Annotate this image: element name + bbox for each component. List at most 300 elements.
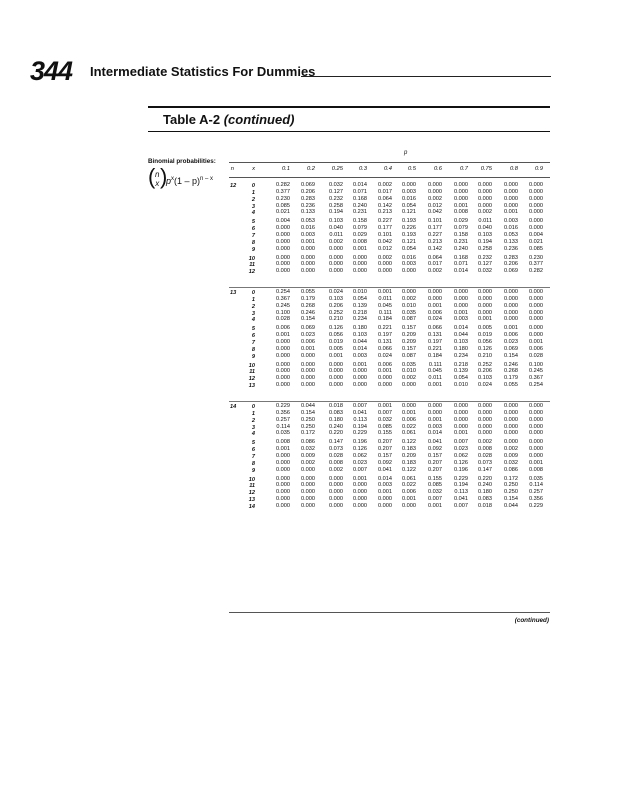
table-cell: 0.000 xyxy=(276,345,290,352)
table-cell: 0.000 xyxy=(353,496,367,503)
table-cell: 0.154 xyxy=(504,352,518,359)
table-cell: 0.000 xyxy=(329,482,343,489)
table-cell: 0.218 xyxy=(353,309,367,316)
table-cell: 0.000 xyxy=(329,268,343,275)
table-cell: 0.092 xyxy=(378,459,392,466)
table-cell: 0.001 xyxy=(353,475,367,482)
table-cell: 0.000 xyxy=(478,295,492,302)
table-cell: 0.001 xyxy=(428,416,442,423)
column-header-6: 0.4 xyxy=(383,166,392,172)
table-cell: 0.035 xyxy=(276,430,290,437)
table-cell: 0.000 xyxy=(402,182,416,188)
table-cell: 0.103 xyxy=(329,218,343,225)
table-cell: 0.000 xyxy=(402,403,416,409)
table-cell: 0.155 xyxy=(378,430,392,437)
table-cell: 0.085 xyxy=(276,202,290,209)
table-cell: 0.183 xyxy=(402,446,416,453)
table-cell: 0.000 xyxy=(353,502,367,509)
table-cell: 0.087 xyxy=(402,316,416,323)
table-cell: 0.000 xyxy=(504,302,518,309)
table-cell: 0.007 xyxy=(454,502,468,509)
row-x-label: 11 xyxy=(249,369,255,376)
table-cell: 0.032 xyxy=(301,446,315,453)
table-cell: 0.252 xyxy=(329,309,343,316)
table-cell: 0.001 xyxy=(402,409,416,416)
table-cell: 0.000 xyxy=(301,375,315,382)
table-cell: 0.002 xyxy=(504,446,518,453)
table-cell: 0.001 xyxy=(378,403,392,409)
table-cell: 0.000 xyxy=(428,188,442,195)
table-cell: 0.003 xyxy=(504,218,518,225)
table-cell: 0.000 xyxy=(378,382,392,389)
table-cell: 0.022 xyxy=(402,482,416,489)
table-cell: 0.061 xyxy=(402,475,416,482)
table-cell: 0.001 xyxy=(504,209,518,216)
table-cell: 0.041 xyxy=(428,439,442,446)
table-cell: 0.227 xyxy=(428,231,442,238)
row-x-label: 4 xyxy=(251,317,255,324)
table-cell: 0.367 xyxy=(276,295,290,302)
block-separator xyxy=(229,401,550,402)
table-cell: 0.000 xyxy=(504,289,518,295)
column-header-0: n xyxy=(230,166,234,172)
table-cell: 0.139 xyxy=(353,302,367,309)
table-cell: 0.000 xyxy=(529,416,543,423)
row-x-label: 10 xyxy=(248,476,255,483)
table-top-rule xyxy=(148,106,550,108)
table-cell: 0.056 xyxy=(329,332,343,339)
table-cell: 0.000 xyxy=(276,338,290,345)
table-cell: 0.268 xyxy=(301,302,315,309)
table-cell: 0.028 xyxy=(329,452,343,459)
table-cell: 0.172 xyxy=(301,430,315,437)
table-cell: 0.009 xyxy=(504,452,518,459)
table-cell: 0.246 xyxy=(301,309,315,316)
table-cell: 0.016 xyxy=(402,195,416,202)
table-cell: 0.103 xyxy=(454,338,468,345)
row-x-label: 7 xyxy=(251,232,255,239)
table-cell: 0.040 xyxy=(329,225,343,232)
table-cell: 0.231 xyxy=(454,238,468,245)
table-cell: 0.008 xyxy=(478,446,492,453)
table-cell: 0.157 xyxy=(428,452,442,459)
column-header-5: 0.3 xyxy=(358,166,367,172)
table-cell: 0.000 xyxy=(301,502,315,509)
table-cell: 0.168 xyxy=(353,195,367,202)
table-cell: 0.041 xyxy=(353,409,367,416)
table-cell: 0.035 xyxy=(402,361,416,368)
table-cell: 0.114 xyxy=(529,482,543,489)
table-cell: 0.054 xyxy=(402,202,416,209)
column-header-1: x xyxy=(252,166,255,172)
table-cell: 0.131 xyxy=(428,332,442,339)
table-cell: 0.007 xyxy=(378,409,392,416)
table-cell: 0.032 xyxy=(428,489,442,496)
table-cell: 0.209 xyxy=(402,332,416,339)
table-cell: 0.017 xyxy=(378,188,392,195)
table-cell: 0.001 xyxy=(454,430,468,437)
p-column-group-label: p xyxy=(404,150,408,156)
table-cell: 0.210 xyxy=(329,316,343,323)
table-cell: 0.356 xyxy=(276,409,290,416)
table-cell: 0.032 xyxy=(504,459,518,466)
table-cell: 0.053 xyxy=(301,218,315,225)
table-cell: 0.002 xyxy=(478,209,492,216)
table-cell: 0.240 xyxy=(454,245,468,252)
table-cell: 0.079 xyxy=(353,225,367,232)
binomial-label: Binomial probabilities: xyxy=(148,158,216,165)
table-cell: 0.000 xyxy=(276,475,290,482)
table-cell: 0.193 xyxy=(402,231,416,238)
table-cell: 0.111 xyxy=(428,361,442,368)
table-cell: 0.000 xyxy=(276,482,290,489)
table-cell: 0.032 xyxy=(478,268,492,275)
table-cell: 0.014 xyxy=(353,345,367,352)
column-header-3: 0.2 xyxy=(306,166,315,172)
row-x-label: 13 xyxy=(248,497,255,504)
table-cell: 0.206 xyxy=(478,368,492,375)
table-cell: 0.001 xyxy=(454,202,468,209)
table-cell: 0.016 xyxy=(504,225,518,232)
table-cell: 0.282 xyxy=(529,268,543,275)
table-cell: 0.001 xyxy=(329,352,343,359)
table-cell: 0.000 xyxy=(353,254,367,261)
block-n-label: 12 xyxy=(230,183,237,189)
table-cell: 0.092 xyxy=(428,446,442,453)
row-x-label: 0 xyxy=(251,404,255,410)
table-cell: 0.210 xyxy=(478,352,492,359)
table-cell: 0.007 xyxy=(454,439,468,446)
table-cell: 0.007 xyxy=(353,466,367,473)
table-cell: 0.000 xyxy=(276,254,290,261)
table-cell: 0.000 xyxy=(478,416,492,423)
table-cell: 0.000 xyxy=(301,489,315,496)
table-cell: 0.003 xyxy=(301,231,315,238)
header-row-rule xyxy=(229,177,550,178)
table-cell: 0.035 xyxy=(529,475,543,482)
table-cell: 0.000 xyxy=(529,403,543,409)
table-cell: 0.008 xyxy=(454,209,468,216)
formula-right-paren: ) xyxy=(160,164,168,189)
table-cell: 0.100 xyxy=(529,361,543,368)
table-cell: 0.240 xyxy=(329,423,343,430)
table-cell: 0.000 xyxy=(504,195,518,202)
table-cell: 0.083 xyxy=(478,496,492,503)
table-cell: 0.000 xyxy=(504,295,518,302)
table-cell: 0.000 xyxy=(353,268,367,275)
table-cell: 0.000 xyxy=(529,332,543,339)
row-x-label: 11 xyxy=(249,262,255,269)
table-cell: 0.234 xyxy=(454,352,468,359)
table-cell: 0.053 xyxy=(504,231,518,238)
column-header-8: 0.6 xyxy=(433,166,442,172)
table-cell: 0.157 xyxy=(378,452,392,459)
table-cell: 0.230 xyxy=(529,254,543,261)
table-cell: 0.086 xyxy=(504,466,518,473)
table-cell: 0.001 xyxy=(428,502,442,509)
table-cell: 0.000 xyxy=(504,430,518,437)
table-cell: 0.000 xyxy=(353,489,367,496)
table-cell: 0.268 xyxy=(504,368,518,375)
table-cell: 0.252 xyxy=(478,361,492,368)
row-x-label: 1 xyxy=(251,296,255,303)
row-x-label: 12 xyxy=(248,376,255,383)
table-cell: 0.002 xyxy=(402,295,416,302)
table-cell: 0.064 xyxy=(428,254,442,261)
table-cell: 0.003 xyxy=(353,352,367,359)
table-cell: 0.000 xyxy=(378,261,392,268)
table-cell: 0.000 xyxy=(301,482,315,489)
table-cell: 0.010 xyxy=(402,302,416,309)
table-cell: 0.000 xyxy=(504,416,518,423)
table-cell: 0.014 xyxy=(454,325,468,332)
table-cell: 0.000 xyxy=(276,375,290,382)
table-cell: 0.005 xyxy=(478,325,492,332)
table-cell: 0.003 xyxy=(454,316,468,323)
table-cell: 0.356 xyxy=(529,496,543,503)
table-cell: 0.085 xyxy=(428,482,442,489)
table-cell: 0.194 xyxy=(454,482,468,489)
table-cell: 0.158 xyxy=(454,231,468,238)
table-cell: 0.003 xyxy=(402,261,416,268)
table-cell: 0.000 xyxy=(454,195,468,202)
table-cell: 0.018 xyxy=(329,403,343,409)
table-cell: 0.023 xyxy=(454,446,468,453)
table-cell: 0.209 xyxy=(402,452,416,459)
table-cell: 0.000 xyxy=(454,182,468,188)
table-cell: 0.006 xyxy=(301,338,315,345)
table-cell: 0.000 xyxy=(454,423,468,430)
row-x-label: 8 xyxy=(251,239,255,246)
table-cell: 0.000 xyxy=(478,430,492,437)
table-cell: 0.000 xyxy=(529,316,543,323)
row-x-label: 8 xyxy=(251,346,255,353)
table-cell: 0.000 xyxy=(276,459,290,466)
table-cell: 0.000 xyxy=(529,409,543,416)
table-cell: 0.207 xyxy=(428,459,442,466)
table-cell: 0.003 xyxy=(402,188,416,195)
table-cell: 0.236 xyxy=(301,202,315,209)
table-cell: 0.000 xyxy=(529,195,543,202)
table-cell: 0.011 xyxy=(378,295,392,302)
table-cell: 0.000 xyxy=(276,245,290,252)
row-x-label: 1 xyxy=(251,189,255,196)
table-cell: 0.126 xyxy=(454,459,468,466)
table-cell: 0.062 xyxy=(353,452,367,459)
table-cell: 0.000 xyxy=(276,268,290,275)
table-cell: 0.010 xyxy=(454,382,468,389)
table-cell: 0.045 xyxy=(428,368,442,375)
table-cell: 0.018 xyxy=(478,502,492,509)
table-cell: 0.147 xyxy=(329,439,343,446)
row-x-label: 4 xyxy=(251,210,255,217)
table-cell: 0.206 xyxy=(301,188,315,195)
table-cell: 0.001 xyxy=(529,459,543,466)
table-cell: 0.377 xyxy=(529,261,543,268)
table-cell: 0.001 xyxy=(276,446,290,453)
table-cell: 0.194 xyxy=(478,238,492,245)
table-cell: 0.000 xyxy=(329,502,343,509)
table-cell: 0.006 xyxy=(402,416,416,423)
table-cell: 0.000 xyxy=(353,375,367,382)
table-cell: 0.126 xyxy=(478,345,492,352)
table-cell: 0.246 xyxy=(504,361,518,368)
row-x-label: 11 xyxy=(249,483,255,490)
table-cell: 0.008 xyxy=(276,439,290,446)
table-cell: 0.012 xyxy=(428,202,442,209)
row-x-label: 0 xyxy=(251,290,255,296)
column-header-10: 0.75 xyxy=(480,166,492,172)
table-cell: 0.002 xyxy=(478,439,492,446)
table-cell: 0.101 xyxy=(428,218,442,225)
row-x-label: 6 xyxy=(251,226,255,233)
table-cell: 0.008 xyxy=(353,238,367,245)
column-header-7: 0.5 xyxy=(407,166,416,172)
table-cell: 0.035 xyxy=(402,309,416,316)
table-cell: 0.000 xyxy=(504,423,518,430)
table-cell: 0.000 xyxy=(301,261,315,268)
table-cell: 0.226 xyxy=(402,225,416,232)
table-cell: 0.194 xyxy=(353,423,367,430)
table-cell: 0.000 xyxy=(329,254,343,261)
table-cell: 0.012 xyxy=(378,245,392,252)
table-cell: 0.000 xyxy=(504,202,518,209)
table-cell: 0.001 xyxy=(353,245,367,252)
table-cell: 0.000 xyxy=(276,382,290,389)
table-title-continued: (continued) xyxy=(223,112,295,127)
row-x-label: 3 xyxy=(251,203,255,210)
table-cell: 0.000 xyxy=(301,268,315,275)
row-x-label: 0 xyxy=(251,183,255,189)
row-x-label: 5 xyxy=(251,440,255,447)
table-cell: 0.000 xyxy=(329,489,343,496)
table-cell: 0.000 xyxy=(504,439,518,446)
table-cell: 0.154 xyxy=(301,316,315,323)
table-cell: 0.229 xyxy=(353,430,367,437)
table-cell: 0.000 xyxy=(504,182,518,188)
table-cell: 0.000 xyxy=(402,268,416,275)
table-cell: 0.000 xyxy=(428,403,442,409)
table-cell: 0.111 xyxy=(378,309,392,316)
table-cell: 0.071 xyxy=(454,261,468,268)
table-cell: 0.000 xyxy=(478,188,492,195)
table-cell: 0.000 xyxy=(529,209,543,216)
table-cell: 0.024 xyxy=(428,316,442,323)
table-cell: 0.000 xyxy=(454,188,468,195)
table-cell: 0.041 xyxy=(454,496,468,503)
table-cell: 0.000 xyxy=(428,295,442,302)
table-cell: 0.154 xyxy=(504,496,518,503)
table-cell: 0.022 xyxy=(402,423,416,430)
table-cell: 0.000 xyxy=(353,482,367,489)
table-cell: 0.000 xyxy=(529,302,543,309)
table-cell: 0.000 xyxy=(276,361,290,368)
table-cell: 0.000 xyxy=(301,254,315,261)
table-cell: 0.114 xyxy=(276,423,290,430)
table-cell: 0.002 xyxy=(428,195,442,202)
table-cell: 0.282 xyxy=(276,182,290,188)
table-cell: 0.007 xyxy=(428,496,442,503)
table-cell: 0.064 xyxy=(378,195,392,202)
formula-left-paren: ( xyxy=(148,164,156,189)
table-cell: 0.000 xyxy=(478,309,492,316)
table-cell: 0.000 xyxy=(478,423,492,430)
table-cell: 0.000 xyxy=(301,382,315,389)
table-cell: 0.000 xyxy=(276,368,290,375)
table-cell: 0.000 xyxy=(504,316,518,323)
table-cell: 0.121 xyxy=(402,209,416,216)
table-cell: 0.000 xyxy=(276,496,290,503)
row-x-label: 4 xyxy=(251,431,255,438)
table-cell: 0.220 xyxy=(478,475,492,482)
table-cell: 0.000 xyxy=(329,361,343,368)
table-cell: 0.000 xyxy=(529,325,543,332)
table-cell: 0.000 xyxy=(478,195,492,202)
table-cell: 0.168 xyxy=(454,254,468,261)
row-x-label: 9 xyxy=(251,353,255,360)
formula-x: x xyxy=(155,179,160,188)
table-cell: 0.254 xyxy=(529,382,543,389)
row-x-label: 12 xyxy=(248,269,255,276)
table-cell: 0.209 xyxy=(402,338,416,345)
table-cell: 0.011 xyxy=(478,218,492,225)
table-cell: 0.003 xyxy=(428,423,442,430)
table-cell: 0.006 xyxy=(378,361,392,368)
table-cell: 0.172 xyxy=(504,475,518,482)
table-cell: 0.001 xyxy=(529,338,543,345)
table-cell: 0.250 xyxy=(301,416,315,423)
row-x-label: 8 xyxy=(251,460,255,467)
table-cell: 0.032 xyxy=(329,182,343,188)
table-cell: 0.040 xyxy=(478,225,492,232)
table-cell: 0.000 xyxy=(276,225,290,232)
table-cell: 0.257 xyxy=(529,489,543,496)
table-cell: 0.000 xyxy=(428,289,442,295)
row-x-label: 10 xyxy=(248,362,255,369)
table-cell: 0.000 xyxy=(529,309,543,316)
table-cell: 0.157 xyxy=(402,345,416,352)
table-cell: 0.029 xyxy=(454,218,468,225)
table-cell: 0.000 xyxy=(529,446,543,453)
formula-n: n xyxy=(155,170,160,179)
formula-choose xyxy=(155,170,159,188)
table-cell: 0.055 xyxy=(504,382,518,389)
table-cell: 0.021 xyxy=(529,238,543,245)
table-cell: 0.014 xyxy=(428,430,442,437)
formula-mid: (1 – p) xyxy=(174,176,201,186)
table-cell: 0.000 xyxy=(276,489,290,496)
table-cell: 0.000 xyxy=(454,295,468,302)
table-cell: 0.000 xyxy=(529,452,543,459)
table-cell: 0.085 xyxy=(378,423,392,430)
table-cell: 0.006 xyxy=(276,325,290,332)
table-cell: 0.000 xyxy=(301,475,315,482)
row-x-label: 10 xyxy=(248,255,255,262)
table-cell: 0.100 xyxy=(276,309,290,316)
table-cell: 0.000 xyxy=(402,502,416,509)
table-cell: 0.055 xyxy=(301,289,315,295)
table-cell: 0.133 xyxy=(301,209,315,216)
table-cell: 0.004 xyxy=(276,218,290,225)
table-cell: 0.221 xyxy=(428,345,442,352)
table-cell: 0.000 xyxy=(378,496,392,503)
table-cell: 0.056 xyxy=(478,338,492,345)
table-cell: 0.000 xyxy=(301,352,315,359)
table-cell: 0.000 xyxy=(301,245,315,252)
row-x-label: 7 xyxy=(251,339,255,346)
table-cell: 0.000 xyxy=(454,409,468,416)
table-cell: 0.196 xyxy=(454,466,468,473)
